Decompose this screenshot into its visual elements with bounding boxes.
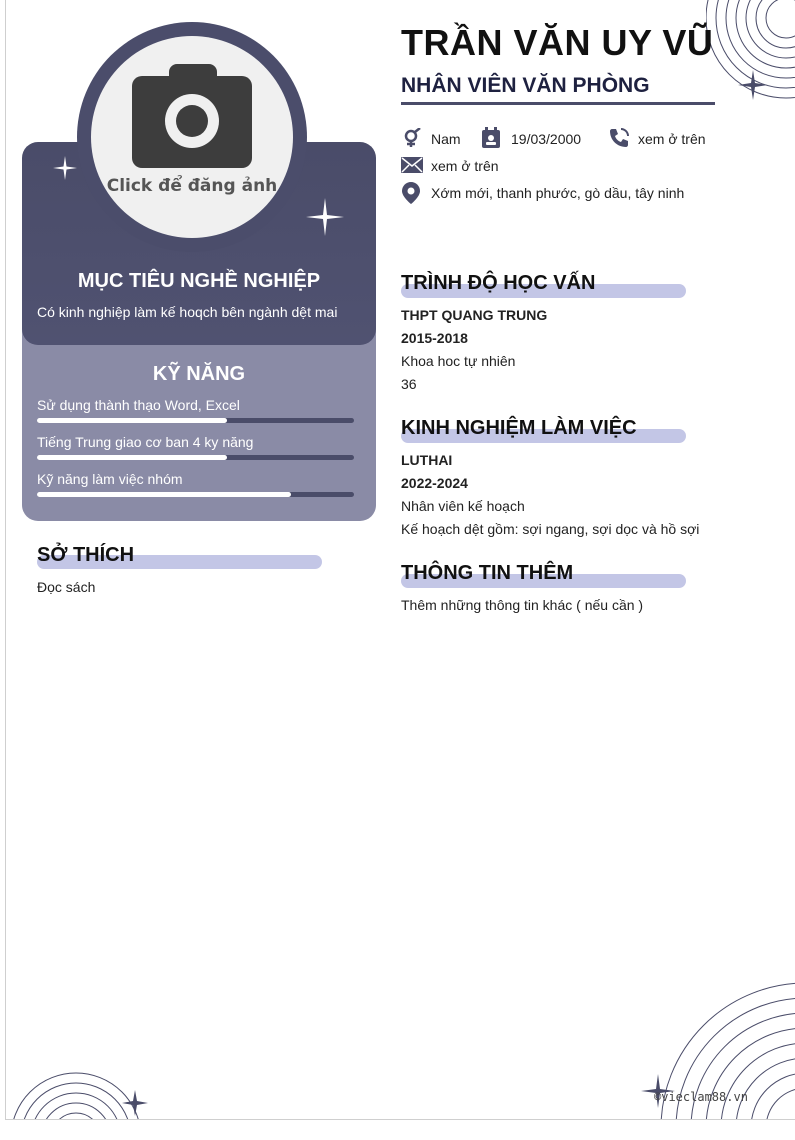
cv-page: [5, 0, 795, 1120]
gender-icon: [401, 128, 421, 148]
sparkle-icon: [122, 1090, 148, 1116]
job-title: NHÂN VIÊN VĂN PHÒNG: [401, 74, 650, 97]
email-text: xem ở trên: [431, 158, 499, 174]
skill-bar-fill: [37, 455, 227, 460]
skills-title: KỸ NĂNG: [152, 363, 246, 385]
calendar-icon: [481, 127, 501, 149]
sparkle-icon: [53, 156, 77, 180]
skill-bar: [37, 418, 354, 423]
hobbies-title: SỞ THÍCH: [37, 544, 135, 566]
skill-bar: [37, 492, 354, 497]
upload-photo-label[interactable]: Click để đăng ảnh: [106, 176, 278, 196]
skill-label: Sử dụng thành thạo Word, Excel: [37, 397, 240, 413]
skill-bar-fill: [37, 418, 227, 423]
experience-company: LUTHAI: [401, 452, 453, 468]
camera-lens-inner-icon: [176, 105, 208, 137]
education-school: THPT QUANG TRUNG: [401, 307, 548, 323]
experience-period: 2022-2024: [401, 475, 468, 491]
watermark: ©vieclam88.vn: [654, 1090, 748, 1104]
extra-title: THÔNG TIN THÊM: [401, 562, 574, 584]
location-icon: [402, 182, 420, 204]
skill-bar: [37, 455, 354, 460]
skill-label: Kỹ năng làm việc nhóm: [37, 471, 183, 487]
objective-text: Có kinh nghiệp làm kế hoqch bên ngành dệt mai: [37, 304, 338, 320]
full-name: TRẦN VĂN UY VŨ: [401, 22, 714, 63]
experience-description: Kế hoạch dệt gồm: sợi ngang, sợi dọc và hồ sợi: [401, 521, 700, 537]
sparkle-icon: [738, 70, 768, 100]
email-icon: [401, 157, 423, 173]
header-divider: [401, 102, 715, 105]
hobbies-text: Đọc sách: [37, 579, 96, 595]
experience-position: Nhân viên kế hoạch: [401, 498, 525, 514]
education-major: Khoa hoc tự nhiên: [401, 353, 516, 369]
address-text: Xớm mới, thanh phước, gò dầu, tây ninh: [431, 185, 685, 201]
extra-text: Thêm những thông tin khác ( nếu cần ): [401, 597, 644, 613]
education-title: TRÌNH ĐỘ HỌC VẤN: [401, 272, 596, 294]
phone-text: xem ở trên: [638, 131, 706, 147]
sparkle-icon: [306, 198, 344, 236]
objective-title: MỤC TIÊU NGHỀ NGHIỆP: [77, 270, 321, 292]
skill-label: Tiếng Trung giao cơ ban 4 ky năng: [37, 434, 254, 450]
experience-title: KINH NGHIỆM LÀM VIỆC: [401, 417, 637, 439]
education-period: 2015-2018: [401, 330, 468, 346]
education-score: 36: [401, 376, 417, 392]
phone-icon: [608, 127, 630, 149]
skill-bar-fill: [37, 492, 291, 497]
gender-text: Nam: [431, 131, 461, 147]
birthday-text: 19/03/2000: [511, 131, 582, 147]
